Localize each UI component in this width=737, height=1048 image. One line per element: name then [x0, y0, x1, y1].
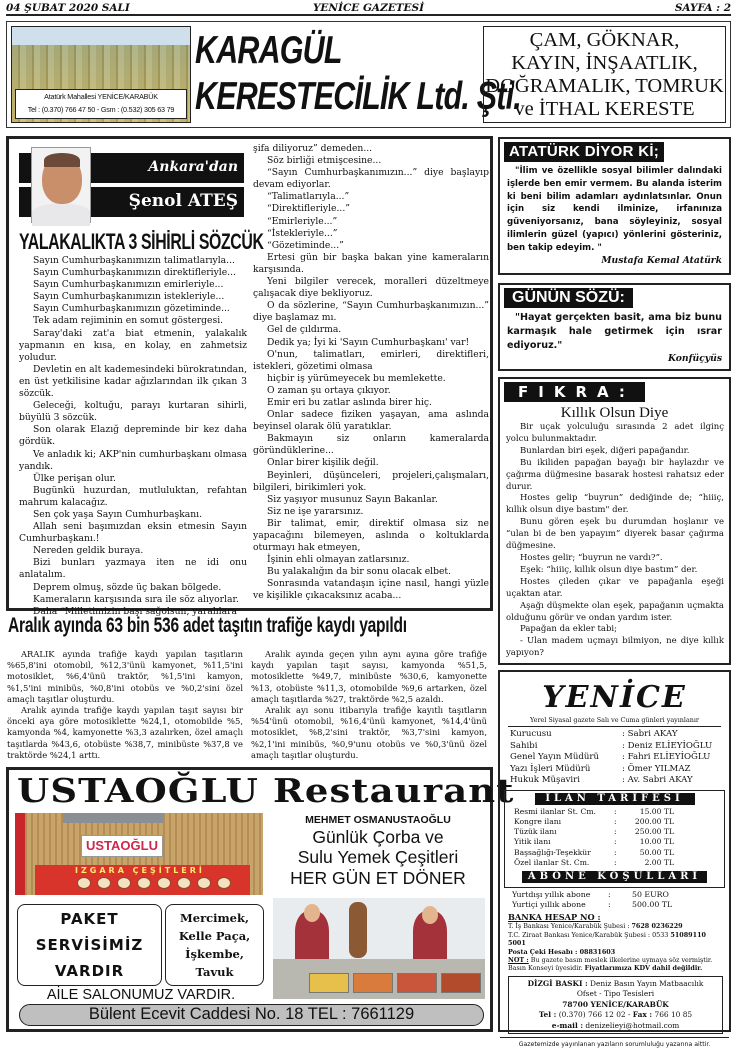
restaurant-tagline [267, 813, 489, 889]
row-value: 250.00 TL [634, 827, 674, 837]
info-row [510, 775, 729, 787]
traffic-text-right [251, 649, 487, 761]
paragraph: Sayın Cumhurbaşkanımızın gözetiminde... [33, 303, 230, 315]
quote-of-day-heading: GÜNÜN SÖZÜ: [504, 288, 633, 308]
product-line: KAYIN, İNŞAATLIK, [511, 52, 698, 74]
paragraph: Hostes gelip “buyrun” dediğinde de; “hiiiç, kıllık olsun diye bastım" der. [506, 493, 724, 516]
printer-company: Deniz Basın Yayın Matbaacılık [587, 978, 704, 988]
paragraph: Bu yalakalığın da bir sonu olacak elbet. [267, 566, 452, 578]
paragraph: Daha “Milletimizin başı sağolsun, yaralılara [33, 605, 237, 617]
info-row [510, 741, 729, 753]
staff-list [500, 727, 729, 787]
menu-item: Tavuk [195, 965, 234, 979]
info-row [505, 817, 724, 827]
traffic-text-left [7, 649, 243, 761]
ad-address: Atatürk Mahallesi YENİCE/KARABÜK [44, 92, 158, 101]
note-text: Bu gazete basın meslek ilkelerine uymaya söz vermiştir. Basın Konseyi üyesidir. [508, 955, 713, 973]
row-separator: : [614, 847, 617, 857]
row-separator: : [608, 900, 611, 910]
menu-item: Mercimek, [180, 911, 249, 925]
menu-box [165, 904, 264, 986]
bank-label: T.C. Ziraat Bankası Yenice/Karabük Şubesi : 0533 [508, 930, 671, 939]
column-byline [19, 149, 244, 221]
paragraph: Gel de çıldırma. [267, 324, 342, 336]
company-name [195, 28, 521, 120]
bank-heading: BANKA HESAP NO : [508, 912, 601, 923]
row-label: Yazı İşleri Müdürü [510, 763, 591, 774]
grill-banner: IZGARA ÇEŞİTLERİ [35, 865, 250, 895]
karagul-advertisement [6, 21, 731, 128]
paragraph: Aralık ayında geçen yılın aynı ayına göre trafiğe kaydı yapılan taşıt sayısı, kamyonda %51,5, motosiklette %49,7, minibüste %30,6, kamyonette %13, otobüste %11,3, otomobilde %9,6 artarken, özel amaçlı taşıtlarda %27, traktörde %2,5 azaldı. [251, 649, 487, 704]
paragraph: Saray'daki zat'a biat etmenin, yalakalık yapmanın en kısa, en kolay, en zahmetsiz yoludur. [19, 327, 247, 363]
info-row [510, 764, 729, 776]
paragraph: Aşağı düşmekte olan eşek, papağanın uçmakta olduğunu görür ve ondan yardım ister. [506, 600, 724, 623]
product-line: DOĞRAMALIK, TOMRUK [485, 75, 724, 97]
paragraph: Aralık ayı sonu itibarıyla trafiğe kayıtlı taşıtların %54'ünü otomobil, %16,4'ünü kamyonet, %14,4'ünü motosiklet, %8,2'sini traktör, %3,7'sini kamyon, %2,1'ini minibüs, %0,9'unu otobüs ve %0,3'ünü özel amaçlı taşıtlar oluşturdu. [251, 705, 487, 760]
photo-hair [44, 153, 80, 167]
info-row [505, 848, 724, 858]
row-value: : Deniz ELİEYİOĞLU [622, 740, 713, 751]
row-label: Resmi ilanlar St. Cm. [514, 806, 596, 816]
paragraph: Sayın Cumhurbaşkanımızın emirleriyle... [33, 279, 224, 291]
tagline-line: Günlük Çorba ve [312, 827, 444, 847]
disclaimer: Gazetemizde yayınlanan yazıların sorumluluğu yazarına aittir. [500, 1037, 729, 1048]
paragraph: Sonrasında vatandaşın içine nasıl, hangi yüzle ve kişilikle çıkacaksınız acaba... [253, 578, 489, 602]
paragraph: Tek adam rejiminin en somut göstergesi. [33, 315, 224, 327]
photo-person-face [304, 904, 320, 922]
paragraph: “Sayın Cumhurbaşkanımızın...” diye başlayıp devam ediyorlar. [253, 167, 489, 191]
page-number: SAYFA : 2 [674, 2, 731, 14]
doner-spit [349, 902, 367, 958]
paragraph: Ertesi gün bir başka bakan yine kameraların karşısında. [253, 251, 489, 275]
paragraph: Aralık ayında trafiğe kaydı yapılan taşıt sayısı bir önceki aya göre motosiklette %24,1, otomobilde %5, kamyonda %4, kamyonette %3,3 azalırken, özel amaçlı taşıtlarda %43,6, otobüste %38,7, minibüste %37,8 ve traktörde %24,1 arttı. [7, 705, 243, 760]
paragraph: Bizi bunları yazmaya iten ne idi onu anlatalım. [19, 557, 247, 581]
quote-text: "Hayat gerçekten basit, ama biz bunu karmaşık hale getirmek için ısrar ediyoruz." [507, 312, 722, 351]
restaurant-address: Bülent Ecevit Caddesi No. 18 TEL : 7661129 [19, 1004, 484, 1026]
paragraph: Devletin en alt kademesindeki bürokratından, en üst yetkilisine kadar ağızlarından ilk çıkan 3 sözcük. [19, 363, 247, 400]
paragraph: - Ulan madem uçmayı bilmiyon, ne diye kıllık yapıyon? [506, 636, 724, 659]
paragraph: Nereden geldik buraya. [33, 545, 144, 557]
paper-name: YENİCE GAZETESİ [312, 2, 425, 14]
masthead [498, 670, 731, 1048]
lumber-photo [11, 26, 191, 123]
paragraph: Geleceği, koltuğu, parayı kurtaran sihirli, büyülü 3 sözcük. [19, 400, 247, 424]
author-photo [31, 147, 91, 223]
paragraph: Eşek: “hiiiç, kıllık olsun diye bastım” der. [520, 564, 698, 575]
printer-info [508, 976, 723, 1035]
ataturk-quote [500, 162, 729, 255]
ataturk-heading: ATATÜRK DİYOR Kİ; [504, 142, 664, 162]
ad-rates-heading: İLAN TARİFESİ [535, 793, 695, 805]
row-label: Tüzük ilanı [514, 827, 557, 837]
info-row [510, 729, 729, 741]
paragraph: Bunlardan biri eşek, diğeri papağandır. [520, 445, 690, 456]
subscription-heading: ABONE KOŞULLARI [522, 871, 707, 883]
paragraph: Yeni bilgiler verecek, moralleri düzeltmeye çalışacak diye bekliyoruz. [253, 276, 489, 300]
row-separator: : [608, 890, 611, 900]
ataturk-quote-box [498, 137, 731, 275]
paragraph: Sen çok yaşa Sayın Cumhurbaşkanı. [33, 508, 203, 520]
dish-icon [117, 877, 131, 889]
paragraph: O'nun, talimatları, emirleri, direktifleri, istekleri, gözetimi olmasa [253, 348, 489, 372]
paragraph: Hostes gelir; “buyrun ne vardı?”. [520, 552, 663, 563]
bank-label: T. İş Bankası Yenice/Karabük Şubesi : [508, 922, 632, 931]
traffic-article-title: Aralık ayında 63 bin 536 adet taşıtın trafiğe kaydı yapıldı [8, 614, 407, 637]
bank-account [508, 931, 723, 948]
paragraph: “Gözetiminde...” [267, 239, 344, 251]
paragraph: Allah seni başımızdan eksin etmesin Sayın Cumhurbaşkanı.! [19, 521, 247, 545]
subscription-list [500, 890, 729, 910]
paragraph: Sayın Cumhurbaşkanımızın talimatlarıyla... [33, 255, 235, 266]
paragraph: Emir eri bu zatlar aslında birer hiç. [267, 396, 432, 408]
menu-item: İşkembe, [185, 947, 244, 961]
note [508, 956, 723, 973]
kitchen-photo [273, 898, 485, 999]
row-separator: : [614, 857, 617, 867]
row-value: : Ömer YILMAZ [622, 763, 691, 774]
row-label: Hukuk Müşaviri [510, 775, 581, 785]
food-tray [441, 973, 481, 993]
fax-label: Fax : [632, 1010, 653, 1020]
paragraph: Onlar birer kişilik değil. [267, 457, 379, 469]
dish-icon [177, 877, 191, 889]
row-label: Kurucusu [510, 729, 552, 739]
row-label: Başsağlığı-Teşekkür [514, 847, 591, 857]
quote-of-day-box [498, 283, 731, 371]
delivery-line: PAKET [60, 910, 119, 928]
row-value: 50 EURO [632, 890, 669, 900]
row-value: 200.00 TL [634, 816, 674, 826]
row-label: Kongre ilanı [514, 816, 562, 826]
dish-icon [97, 877, 111, 889]
paragraph: Bunu gören eşek bu durumdan hoşlanır ve “ulan bi de ben yapayım” diyerek basar çağırma düğmesine. [506, 517, 724, 552]
photo-sky [12, 27, 190, 45]
paragraph: hiçbir iş yürümeyecek bu memlekette. [267, 372, 446, 384]
fax-value: 766 10 85 [652, 1010, 693, 1020]
bank-number: 51089110 5001 [508, 930, 706, 948]
paragraph: “Emirleriyle...” [267, 215, 338, 227]
ad-rates-list [505, 807, 724, 869]
printer-line: Ofset - Tipo Tesisleri [576, 989, 655, 999]
paragraph: ARALIK ayında trafiğe kaydı yapılan taşıtların %65,8'ini otomobil, %12,3'ünü kamyonet, %11,5'ini motosiklet, %6,4'ünü traktör, %1,5'ini kamyon, %1,5'ini minibüs, %0,8'ini otobüs ve %0,2'sini özel amaçlı taşıtlar oluşturdu. [7, 649, 243, 704]
paragraph: Bakmayın siz onların kameralarda göründüklerine... [253, 433, 489, 457]
delivery-line: VARDIR [54, 962, 125, 980]
paragraph: Söz birliği etmişcesine... [267, 155, 382, 167]
ad-rates-box [504, 790, 725, 889]
email-label: e-mail : [551, 1020, 584, 1030]
paragraph: O da sözlerine, “Sayın Cumhurbaşkanımızın...” diye başlamaz mı. [253, 300, 489, 324]
bank-info [500, 910, 729, 972]
row-separator: : [614, 827, 617, 837]
menu-item: Kelle Paça, [178, 929, 251, 943]
joke-heading: FIKRA: [504, 382, 645, 402]
paragraph: Deprem olmuş, sözde üç bakan bölgede. [33, 581, 222, 593]
paragraph: Bir uçak yolculuğu sırasında 2 adet ilginç yolcu bulunmaktadır. [506, 422, 724, 444]
paragraph: Siz ne işe yararsınız. [267, 505, 364, 517]
printer-address: 78700 YENİCE/KARABÜK [562, 999, 669, 1009]
tagline-line: HER GÜN ET DÖNER [290, 868, 466, 888]
paragraph: Ülke perişan olur. [33, 472, 116, 484]
section-label: Ankara'dan [148, 159, 238, 175]
row-separator: : [614, 806, 617, 816]
company-name-line1: KARAGÜL [195, 29, 342, 72]
restaurant-name: USTAOĞLU Restaurant [17, 771, 515, 810]
row-value: : Sabri AKAY [622, 729, 678, 739]
page-header [6, 2, 731, 16]
printer-label: DİZGİ BASKI : [527, 978, 588, 988]
storefront-sign: USTAOĞLU [81, 835, 163, 857]
delivery-line: SERVİSİMİZ [35, 936, 144, 954]
food-tray [353, 973, 393, 993]
issue-date: 04 ŞUBAT 2020 SALI [6, 2, 130, 14]
dish-icon [137, 877, 151, 889]
company-name-line2: KERESTECİLİK Ltd. Şti. [195, 75, 521, 118]
delivery-box [17, 904, 162, 986]
quote-of-day-author: Konfüçyüs [667, 353, 722, 364]
row-separator: : [614, 837, 617, 847]
row-value: 500.00 TL [632, 900, 673, 910]
column-text-right [253, 143, 489, 603]
paragraph: “Talimatlarıyla...” [267, 191, 350, 203]
paragraph: O zaman şu ortaya çıkıyor. [267, 384, 391, 396]
paragraph: Beyinleri, düşünceleri, projeleri,çalışmaları, bilgileri, birikimleri yok. [253, 469, 489, 493]
owner-name: MEHMET OSMANUSTAOĞLU [305, 814, 451, 826]
joke-text [500, 422, 729, 660]
printer-line [509, 979, 722, 990]
row-separator: : [614, 816, 617, 826]
paragraph: Dedik ya; İyi ki 'Sayın Cumhurbaşkanı' var! [267, 336, 470, 348]
food-tray [397, 973, 437, 993]
row-value: : Fahri ELİEYİOĞLU [622, 752, 711, 762]
info-row [510, 752, 729, 764]
joke-title: Kıllık Olsun Diye [560, 405, 669, 421]
row-label: Yitik ilanı [514, 837, 551, 847]
row-value: 50.00 TL [639, 847, 674, 857]
row-value: 10.00 TL [639, 837, 674, 847]
row-label: Yurtiçi yıllık abone [512, 900, 586, 910]
food-tray [309, 973, 349, 993]
newspaper-subtitle: Yerel Siyasal gazete Salı ve Cuma günleri yayınlanır [508, 716, 721, 727]
restaurant-advertisement [6, 767, 515, 1032]
bank-account [508, 922, 723, 930]
paragraph: Sayın Cumhurbaşkanımızın direktifleriyle... [33, 267, 236, 279]
tel-value: (0.370) 766 12 02 - [556, 1010, 633, 1020]
tagline-line: Sulu Yemek Çeşitleri [297, 847, 459, 867]
product-list [483, 26, 726, 123]
ad-phone: Tel : (0.370) 766 47 50 - Gsm : (0.532) 305 63 79 [27, 105, 175, 114]
paragraph: Hostes çileden çıkar ve papağanla eşeği uçaktan atar. [506, 576, 724, 599]
ad-contact-box [15, 89, 187, 119]
column-title: YALAKALIKTA 3 SİHİRLİ SÖZCÜK [19, 229, 264, 254]
photo-red-panel [15, 813, 25, 895]
info-row [505, 827, 724, 837]
printer-phone [509, 1010, 722, 1021]
tel-label: Tel : [538, 1010, 557, 1020]
bank-number: 7628 0236229 [631, 922, 683, 931]
product-line: ve İTHAL KERESTE [514, 98, 695, 120]
family-salon-note: AİLE SALONUMUZ VARDIR. [46, 987, 236, 1003]
info-row [505, 837, 724, 847]
product-line: ÇAM, GÖKNAR, [529, 29, 680, 51]
row-label: Yurtdışı yıllık abone [512, 890, 591, 900]
row-label: Özel ilanlar St. Cm. [514, 857, 590, 867]
opinion-column [6, 136, 493, 617]
paragraph: Sayın Cumhurbaşkanımızın istekleriyle... [33, 291, 225, 303]
info-row [505, 807, 724, 817]
paragraph: İşinin ehli olmayan zatlarsınız. [267, 554, 410, 566]
email-value: denizelieyi@hotmail.com [583, 1020, 680, 1030]
paragraph: Papağan da ekler tabi; [520, 624, 618, 635]
paragraph: Bugünkü huzurdan, mutluluktan, refahtan mahrum kalacağız. [19, 484, 247, 508]
dish-icon [77, 877, 91, 889]
paragraph: “İstekleriyle...” [267, 227, 338, 239]
printer-email [509, 1021, 722, 1032]
photo-window [63, 813, 163, 823]
row-value: : Av. Sabri AKAY [622, 775, 693, 785]
note-vat: Fiyatlarımıza KDV dahil değildir. [584, 964, 703, 973]
info-row [500, 900, 729, 910]
paragraph: Son olarak Elazığ depreminde bir kez daha gördük. [19, 424, 247, 448]
newspaper-logo: YENİCE [542, 680, 687, 715]
info-row [500, 890, 729, 900]
row-label: Sahibi [510, 740, 538, 751]
info-row [505, 858, 724, 868]
quote-of-day [500, 308, 729, 353]
paragraph: Ve anladık ki; AKP'nin cumhurbaşkanı olmasa yandık. [19, 448, 247, 472]
ataturk-signature: Mustafa Kemal Atatürk [601, 254, 722, 266]
dish-icon [157, 877, 171, 889]
row-label: Genel Yayın Müdürü [510, 752, 600, 762]
author-name: Şenol ATEŞ [128, 191, 238, 211]
paragraph: Bir talimat, emir, direktif olmasa siz ne yapacağını bilemeyen, aslında o koltuklarda oturmayı hak etmeyen, [253, 517, 489, 554]
joke-box [498, 377, 731, 665]
quote-text: "İlim ve özellikle sosyal bilimler dalındaki işlerde ben emir vermem. Bu alanda isterim ki beni bilim adamları aydınlatsınlar. Onun için siz kendi ilminize, irfanınıza güveniyorsanız, bana söyleyiniz, sosyal ilimlerin güzel (yapıcı) yönlerini gösteriniz, ben takip edeyim. " [507, 166, 722, 253]
column-text-left [19, 255, 247, 618]
row-value: 2.00 TL [644, 857, 674, 867]
storefront-photo [15, 813, 263, 895]
postal-account: Posta Çeki Hesabı : 08831603 [508, 947, 616, 956]
row-value: 15.00 TL [639, 806, 674, 816]
dish-icon [197, 877, 211, 889]
photo-shirt [32, 204, 90, 226]
paragraph: şifa diliyoruz” demeden... [253, 143, 373, 154]
dish-icon [217, 877, 231, 889]
note-label: NOT : [508, 955, 529, 964]
paragraph: Siz yaşıyor musunuz Sayın Bakanlar. [267, 493, 438, 505]
paragraph: Kameraların karşısında sıra ile söz alıyorlar. [33, 593, 239, 605]
paragraph: “Direktifleriyle...” [267, 203, 350, 215]
paragraph: Bu ikiliden papağan bayağı bir haylazdır ve çağırma düğmesine basarak hostesi rahatsız eder durur. [506, 457, 724, 492]
photo-person-face [422, 906, 438, 924]
paragraph: Onlar sadece fiziken yaşayan, ama aslında beyinsel olarak ölü yaratıklar. [253, 409, 489, 433]
